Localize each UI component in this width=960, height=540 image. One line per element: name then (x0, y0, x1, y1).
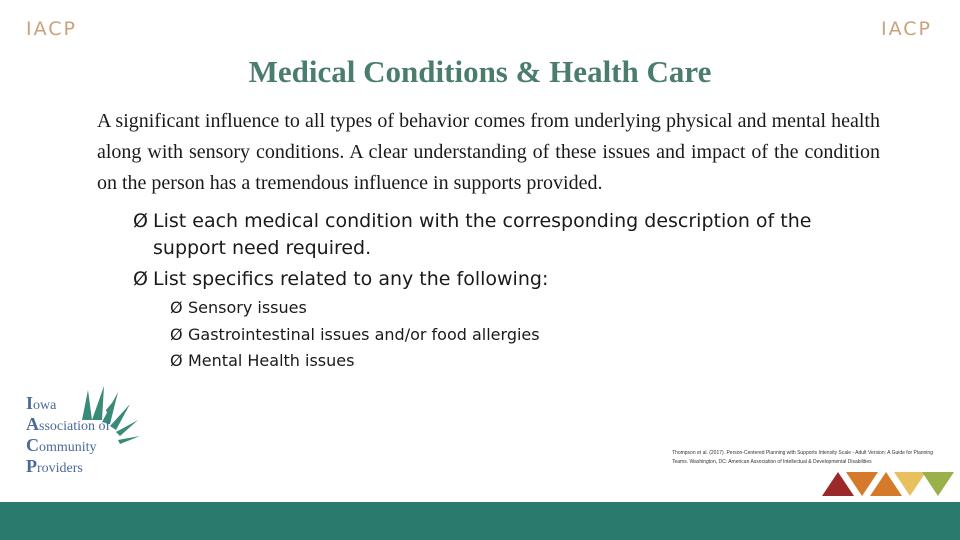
logo-line: ommunity (39, 440, 97, 455)
sub-bullet-list (170, 295, 670, 375)
footer-bar (0, 502, 960, 540)
arrow-bullet-icon: Ø (133, 210, 148, 232)
bullet-text: List specifics related to any the following: (153, 268, 549, 290)
logo-line: owa (33, 398, 57, 413)
sub-bullet-text: Mental Health issues (188, 351, 355, 370)
list-item (170, 348, 670, 375)
list-item (170, 322, 670, 349)
decorative-triangles (822, 472, 954, 496)
sub-bullet-text: Gastrointestinal issues and/or food allergies (188, 324, 540, 344)
logo-cap: P (26, 456, 37, 476)
logo-text (26, 394, 110, 478)
arrow-bullet-icon: Ø (133, 268, 148, 290)
logo-cap: A (26, 414, 39, 434)
bullet-list (133, 208, 853, 297)
list-item (170, 295, 670, 322)
bullet-text: List each medical condition with the corresponding description of the support need required. (153, 210, 812, 259)
list-item (133, 266, 853, 293)
logo-line: roviders (37, 461, 83, 476)
intro-paragraph: A significant influence to all types of behavior comes from underlying physical and mental health along with sensory conditions. A clear understanding of these issues and impact of the condition on the person has a tremendous influence in supports provided. (97, 110, 880, 194)
arrow-bullet-icon: Ø (170, 298, 183, 317)
sub-bullet-text: Sensory issues (188, 298, 307, 317)
arrow-bullet-icon: Ø (170, 324, 183, 344)
logo-cap: C (26, 435, 39, 455)
triangle-green-icon (922, 472, 954, 496)
brand-logo-left: IACP (26, 18, 77, 40)
logo-line: ssociation of (39, 419, 111, 434)
iacp-organization-logo (22, 382, 152, 476)
brand-logo-right: IACP (881, 18, 932, 40)
citation-text: Thompson et al. (2017). Person-Centered Planning with Supports Intensity Scale - Adult Version: A Guide for Planning Teams. Washington, DC: American Association of Intellectual & Developmental Disabilities (672, 450, 933, 465)
slide-title: Medical Conditions & Health Care (248, 54, 712, 89)
list-item (133, 208, 853, 262)
arrow-bullet-icon: Ø (170, 351, 183, 370)
logo-cap: I (26, 393, 34, 413)
